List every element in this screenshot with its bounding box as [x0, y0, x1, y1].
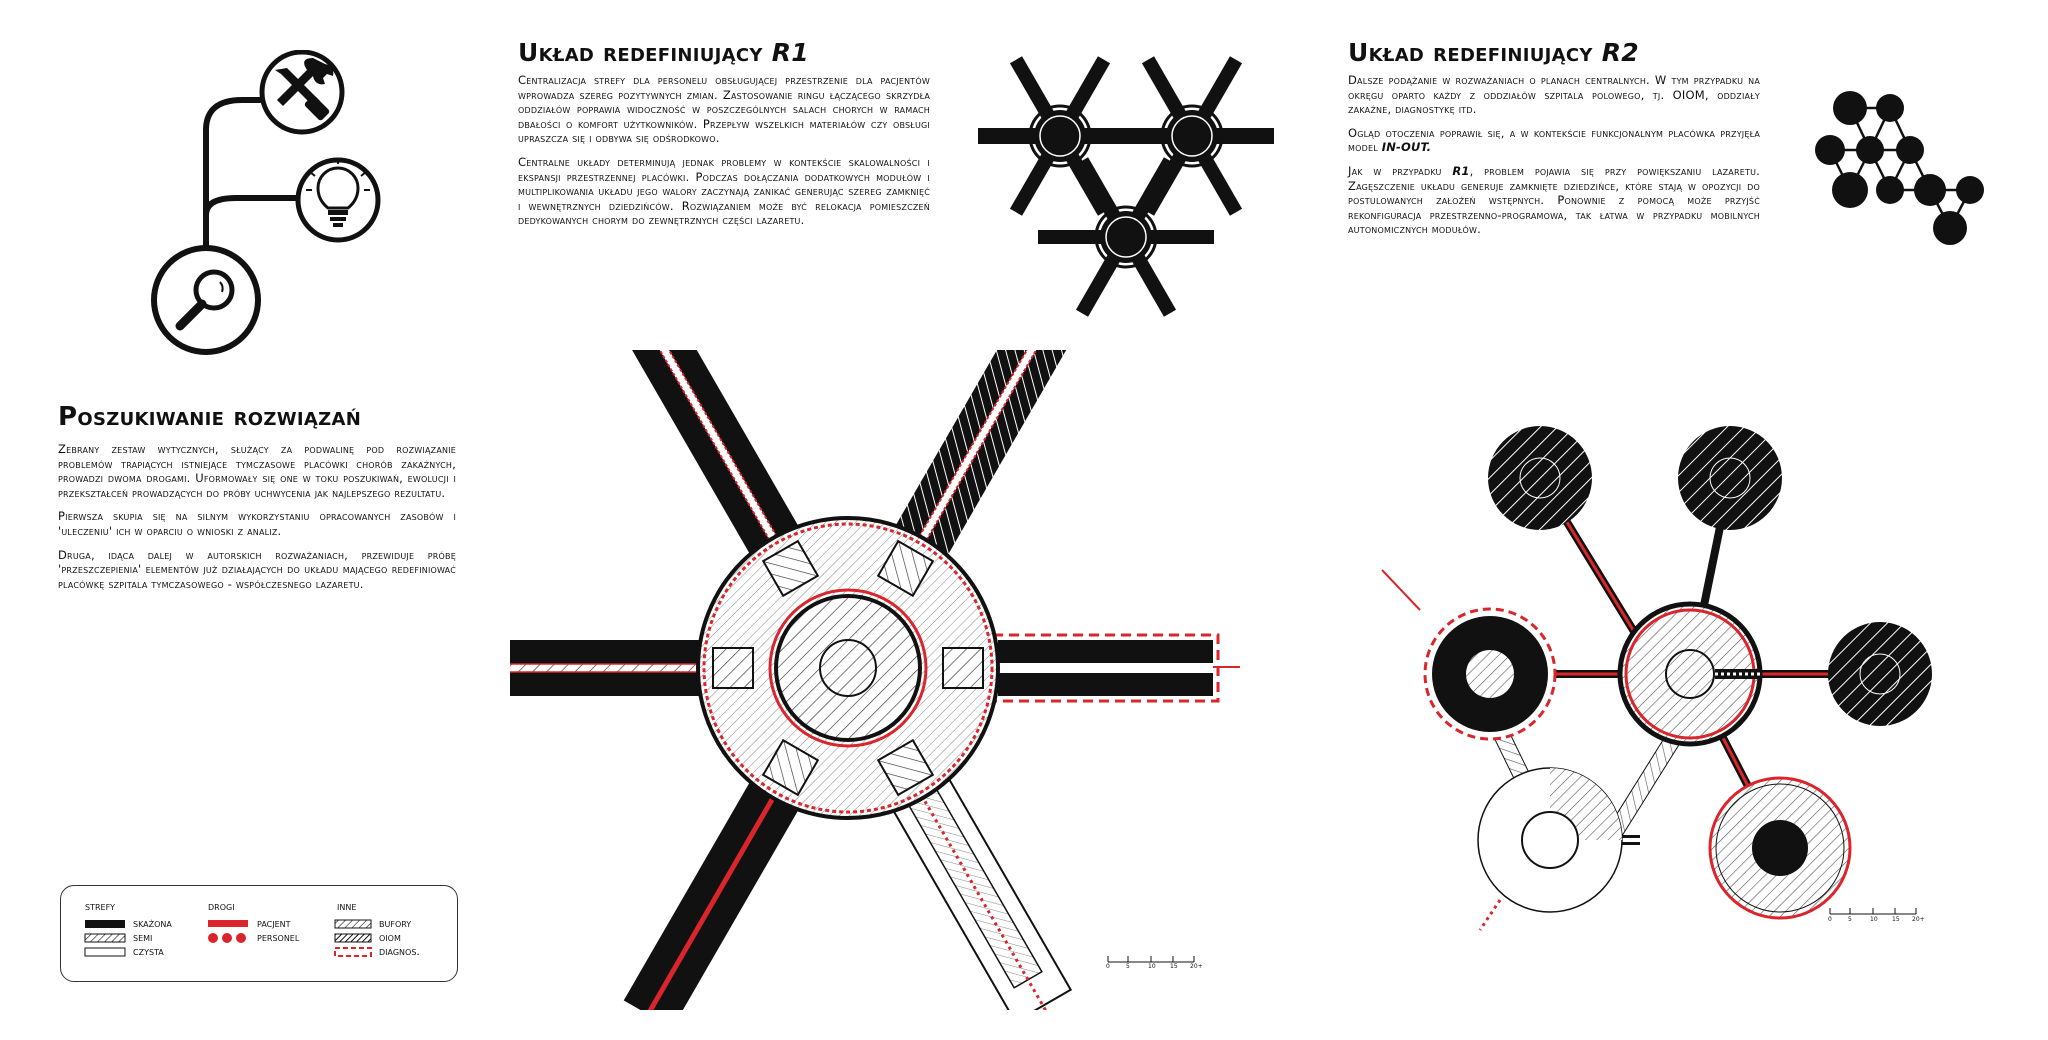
legend-drogi-header: drogi	[208, 900, 235, 913]
r2-title: Układ redefiniujący R2	[1348, 38, 1639, 67]
r1-scale-label-5: 5	[1126, 963, 1130, 970]
r2-circle-top-right	[1678, 426, 1782, 530]
r2-scheme-node-1	[1833, 91, 1867, 125]
r1-arm-left	[510, 640, 718, 696]
r2-paragraph-1: Dalsze podążanie w rozważaniach o planach centralnych. W tym przypadku na okręgu oparto każdy z oddziałów szpitala polowego, tj. OIOM, oddziały zakaźne, diagnostykę itd.	[1348, 73, 1760, 117]
search-paragraph-2: Pierwsza skupia się na silnym wykorzystaniu opracowanych zasobów i 'uleczeniu' ich w oparciu o wnioski z analiz.	[58, 509, 456, 538]
r2-paragraph-3: Jak w przypadku R1, problem pojawia się przy powiększaniu lazaretu. Zagęszczenie układu generuje zamknięte dziedzińce, które stają w opozycji do postulowanych założeń wstępnych. Ponownie z pomocą może przyjść rekonfiguracja przestrzenno-programowa, tak łatwa w przypadku mobilnych autonomicznych modułów.	[1348, 163, 1760, 237]
legend-label-pacjent: pacjent	[257, 917, 291, 930]
r2-scale-bar	[1830, 908, 1916, 914]
legend-swatch-skazona	[85, 920, 125, 928]
legend-swatch-semi	[85, 934, 125, 942]
r2-section	[1348, 38, 1760, 246]
r2-plan	[1360, 420, 2000, 950]
legend-swatch-pacjent	[208, 920, 248, 927]
legend-swatch-personel	[208, 933, 246, 943]
legend-strefy-header: strefy	[85, 900, 116, 913]
search-title: Poszukiwanie rozwiązań	[58, 402, 362, 432]
r1-scale-label-20: 20+	[1190, 963, 1203, 970]
r1-scale-bar	[1108, 956, 1194, 962]
icon-tree	[150, 50, 390, 370]
r1-paragraph-1: Centralizacja strefy dla personelu obsługującej przestrzenie dla pacjentów wprowadza szereg pozytywnych zmian. Zastosowanie ringu łączącego skrzydła oddziałów poprawia widoczność w poszczególnych salach chorych w ramach dbałości o komfort użytkowników. Przepływ wszelkich materiałów czy obsługi upraszcza się i odbywa się odśrodkowo.	[518, 73, 930, 146]
legend-label-oiom: oiom	[379, 931, 401, 944]
r2-scheme-node-3	[1815, 135, 1845, 165]
r2-scale-label-20: 20+	[1912, 916, 1925, 923]
r1-hub-core	[776, 596, 920, 740]
r2-scheme-node-2	[1876, 94, 1904, 122]
r1-plan	[510, 350, 1270, 1010]
r2-scheme-node-7	[1876, 176, 1904, 204]
legend-swatch-oiom	[335, 934, 371, 942]
r2-scale-label-10: 10	[1870, 916, 1878, 923]
r2-circle-top-left	[1488, 426, 1592, 530]
r2-scheme-node-6	[1832, 172, 1868, 208]
r2-scale-label-15: 15	[1892, 916, 1900, 923]
r2-scheme-node-10	[1933, 211, 1967, 245]
r1-title: Układ redefiniujący R1	[518, 38, 809, 67]
r2-scheme-small	[1800, 88, 2000, 258]
r1-paragraph-2: Centralne układy determinują jednak problemy w kontekście skalowalności i ekspansji przestrzennej placówki. Podczas dołączania dodatkowych modułów i multiplikowania układu jego walory zaczynają zanikać generując szereg zamknięć i wewnętrznych dziedzińców. Rozwiązaniem może być relokacja pomieszczeń dedykowanych chorym do zewnętrznych części lazaretu.	[518, 154, 930, 228]
search-section	[58, 402, 456, 600]
search-paragraph-3: Druga, idąca dalej w autorskich rozważaniach, przewiduje próbę 'przeszczepienia' elementów już działających do układu mającego redefiniować placówkę szpitala tymczasowego - współczesnego lazaretu.	[58, 547, 456, 591]
r2-scale-label-5: 5	[1848, 916, 1852, 923]
legend-label-skazona: skażona	[133, 917, 172, 930]
r1-hub	[698, 518, 998, 818]
legend-inne-header: inne	[337, 900, 357, 913]
r1-section	[518, 38, 930, 237]
legend-label-diagnos: diagnos.	[379, 945, 420, 958]
r1-scheme-top-bar	[978, 128, 1274, 144]
legend-swatch-diagnos	[335, 948, 371, 956]
r2-circle-bottom-right	[1710, 778, 1850, 918]
legend	[60, 885, 458, 982]
r2-paragraph-2: Ogląd otoczenia poprawił się, a w kontekście funkcjonalnym placówka przyjęła model IN-OUT.	[1348, 125, 1760, 155]
r2-circle-left	[1382, 570, 1555, 739]
r2-circle-right	[1828, 622, 1932, 726]
lightbulb-icon	[298, 158, 378, 240]
r1-scale-label-0: 0	[1106, 963, 1110, 970]
r1-scale-label-15: 15	[1170, 963, 1178, 970]
r2-circle-center	[1620, 604, 1760, 744]
r2-scheme-node-9	[1956, 176, 1984, 204]
r1-scheme-small	[970, 50, 1280, 320]
legend-label-czysta: czysta	[133, 945, 164, 958]
magnifier-icon	[154, 248, 258, 352]
search-paragraph-1: Zebrany zestaw wytycznych, służący za podwalinę pod rozwiązanie problemów trapiących istniejące tymczasowe placówki chorób zakaźnych, prowadzi dwoma drogami. Uformowały się one w toku poszukiwań, ewolucji i przekształceń prowadzących do próby uchwycenia jak najlepszego rezultatu.	[58, 442, 456, 500]
legend-label-semi: semi	[133, 931, 153, 944]
r2-scheme-node-8	[1914, 174, 1946, 206]
r1-arm-right	[993, 635, 1240, 701]
r1-scale-label-10: 10	[1148, 963, 1156, 970]
r2-scheme-node-5	[1896, 136, 1924, 164]
r2-circle-bottom-left	[1478, 768, 1622, 930]
tools-icon	[262, 52, 342, 132]
legend-label-personel: personel	[257, 931, 300, 944]
legend-swatch-czysta	[85, 948, 125, 956]
legend-swatch-bufory	[335, 920, 371, 928]
r2-scale-label-0: 0	[1828, 916, 1832, 923]
r2-scheme-node-4	[1856, 136, 1884, 164]
legend-label-bufory: bufory	[379, 917, 412, 930]
